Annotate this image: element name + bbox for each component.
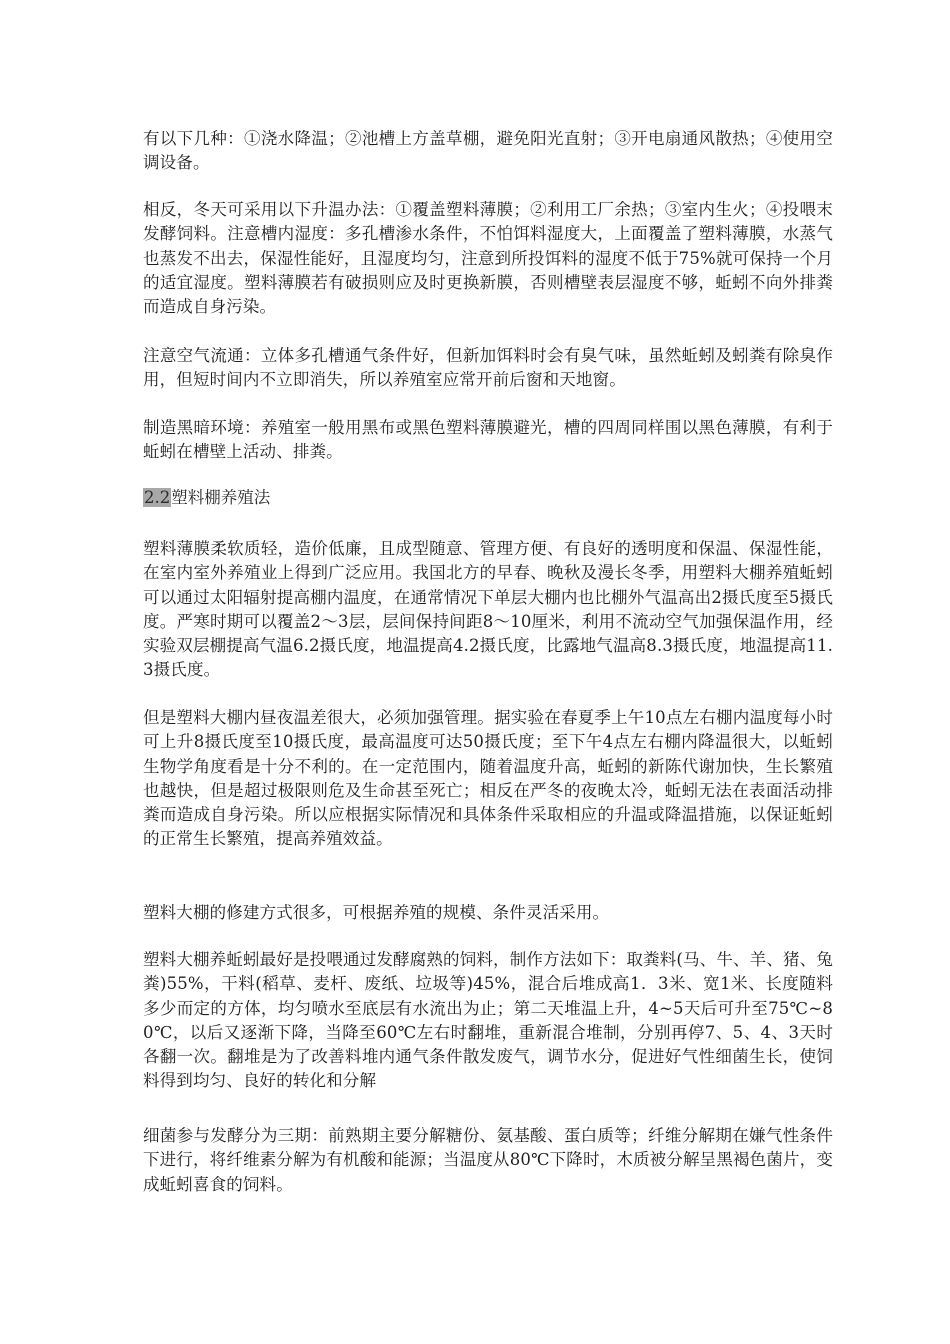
paragraph-temperature-management: 但是塑料大棚内昼夜温差很大，必须加强管理。据实验在春夏季上午10点左右棚内温度每小时可上升8摄氏度至10摄氏度，最高温度可达50摄氏度；至下午4点左右棚内降温很大，以蚯蚓生物学角度看是十分不利的。在一定范围内，随着温度升高，蚯蚓的新陈代谢加快，生长繁殖也越快，但是超过极限则危及生命甚至死亡；相反在严冬的夜晚太冷，蚯蚓无法在表面活动排粪而造成自身污染。所以应根据实际情况和具体条件采取相应的升温或降温措施，以保证蚯蚓的正常生长繁殖，提高养殖效益。	[143, 708, 833, 849]
section-number: 2.2	[144, 488, 171, 507]
paragraph-plastic-film-intro: 塑料薄膜柔软质轻，造价低廉，且成型随意、管理方便、有良好的透明度和保温、保湿性能，在室内室外养殖业上得到广泛应用。我国北方的早春、晚秋及漫长冬季，用塑料大棚养殖蚯蚓可以通过太阳辐射提高棚内温度，在通常情况下单层大棚内也比棚外气温高出2摄氏度至5摄氏度。严寒时期可以覆盖2～3层，层间保持间距8～10厘米，利用不流动空气加强保温作用，经实验双层棚提高气温6.2摄氏度，地温提高4.2摄氏度，比露地气温高8.3摄氏度，地温提高11.3摄氏度。	[143, 539, 833, 680]
paragraph-fermentation-stages: 细菌参与发酵分为三期：前熟期主要分解糖份、氨基酸、蛋白质等；纤维分解期在嫌气性条件下进行，将纤维素分解为有机酸和能源；当温度从80℃下降时，木质被分解呈黑褐色菌片，变成蚯蚓喜食的饲料。	[143, 1126, 833, 1194]
section-title: 塑料棚养殖法	[171, 488, 271, 507]
paragraph-air-circulation: 注意空气流通：立体多孔槽通气条件好，但新加饵料时会有臭气味，虽然蚯蚓及蚓粪有除臭作用，但短时间内不立即消失，所以养殖室应常开前后窗和天地窗。	[143, 346, 833, 390]
paragraph-winter-heating-humidity: 相反，冬天可采用以下升温办法：①覆盖塑料薄膜；②利用工厂余热；③室内生火；④投喂末发酵饲料。注意槽内湿度：多孔槽渗水条件，不怕饵料湿度大，上面覆盖了塑料薄膜，水蒸气也蒸发不出去，保湿性能好，且湿度均匀，注意到所投饵料的湿度不低于75%就可保持一个月的适宜湿度。塑料薄膜若有破损则应及时更换新膜，否则槽壁表层湿度不够，蚯蚓不向外排粪而造成自身污染。	[143, 200, 833, 317]
paragraph-construction-methods: 塑料大棚的修建方式很多，可根据养殖的规模、条件灵活采用。	[143, 903, 610, 922]
section-heading	[143, 486, 270, 510]
paragraph-dark-environment: 制造黑暗环境：养殖室一般用黑布或黑色塑料薄膜避光，槽的四周同样围以黑色薄膜，有利于蚯蚓在槽壁上活动、排粪。	[143, 418, 833, 462]
paragraph-feed-preparation: 塑料大棚养蚯蚓最好是投喂通过发酵腐熟的饲料，制作方法如下：取粪料(马、牛、羊、猪、兔粪)55%，干料(稻草、麦杆、废纸、垃圾等)45%，混合后堆成高1．3米、宽1米、长度随料多少而定的方体，均匀喷水至底层有水流出为止；第二天堆温上升，4~5天后可升至75℃~80℃，以后又逐渐下降，当降至60℃左右时翻堆，重新混合堆制，分别再停7、5、4、3天时各翻一次。翻堆是为了改善料堆内通气条件散发废气，调节水分，促进好气性细菌生长，使饲料得到均匀、良好的转化和分解	[143, 950, 833, 1091]
paragraph-cooling-methods: 有以下几种：①浇水降温；②池槽上方盖草棚，避免阳光直射；③开电扇通风散热；④使用空调设备。	[143, 129, 833, 173]
